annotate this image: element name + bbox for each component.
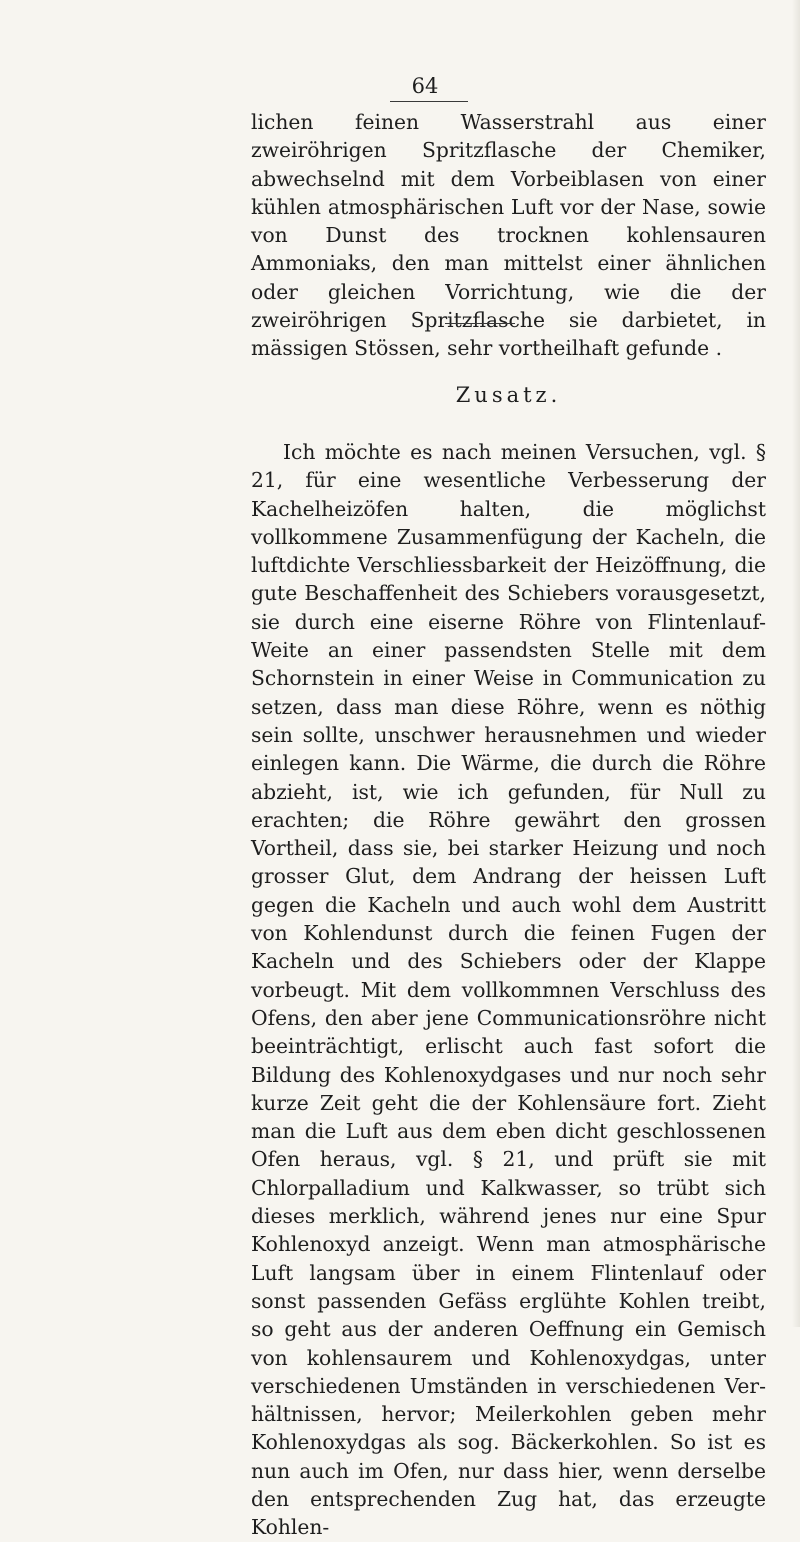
paragraph-continued: lichen feinen Wasserstrahl aus einer zweiröhrigen Spritzflasche der Chemiker, abwechselnd mit dem Vorbeiblasen von einer kühlen atmosphärischen Luft vor der Nase, sowie von Dunst des trocknen kohlensauren Ammoniaks, den man mittelst einer ähnlichen oder gleichen Vorrichtung, wie die der zweiröhrigen Spritzflasche sie darbietet, in mässigen Stössen, sehr vortheilhaft gefunde . [251, 110, 766, 361]
page-number-rule [390, 101, 468, 102]
page-number: 64 [411, 74, 439, 98]
section-divider [445, 323, 515, 324]
section-heading: Zusatz. [455, 383, 562, 407]
paragraph-zusatz: Ich möchte es nach meinen Versuchen, vgl. § 21, für eine wesentliche Verbesserung der Kachelheizöfen halten, die möglichst vollkommene Zusammenfügung der Kacheln, die luftdichte Verschliessbarkeit der Heizöffnung, die gute Beschaffenheit des Schiebers vorausgesetzt, sie durch eine eiserne Röhre von Flintenlauf-Weite an einer passendsten Stelle mit dem Schornstein in einer Weise in Communication zu setzen, dass man diese Röhre, wenn es nöthig sein sollte, unschwer herausnehmen und wieder einlegen kann. Die Wärme, die durch die Röhre abzieht, ist, wie ich gefunden, für Null zu erachten; die Röhre gewährt den grossen Vortheil, dass sie, bei starker Heizung und noch grosser Glut, dem Andrang der heissen Luft gegen die Kacheln und auch wohl dem Austritt von Kohlendunst durch die feinen Fugen der Kacheln und des Schiebers oder der Klappe vorbeugt. Mit dem vollkommnen Verschluss des Ofens, den aber jene Communicationsröhre nicht beeinträchtigt, erlischt auch fast sofort die Bildung des Kohlenoxydgases und nur noch sehr kurze Zeit geht die der Kohlensäure fort. Zieht man die Luft aus dem eben dicht geschlossenen Ofen heraus, vgl. § 21, und prüft sie mit Chlorpalladium und Kalkwasser, so trübt sich dieses merklich, während jenes nur eine Spur Kohlenoxyd anzeigt. Wenn man atmosphärische Luft langsam über in einem Flintenlauf oder sonst passenden Gefäss erglühte Kohlen treibt, so geht aus der anderen Oeffnung ein Gemisch von kohlensaurem und Kohlenoxydgas, unter verschiedenen Umständen in verschiedenen Verhältnissen, hervor; Meilerkohlen geben mehr Kohlenoxydgas als sog. Bäckerkohlen. So ist es nun auch im Ofen, nur dass hier, wenn derselbe den entsprechenden Zug hat, das erzeugte Kohlen- [251, 440, 766, 1540]
page-edge-shadow [792, 0, 800, 1327]
